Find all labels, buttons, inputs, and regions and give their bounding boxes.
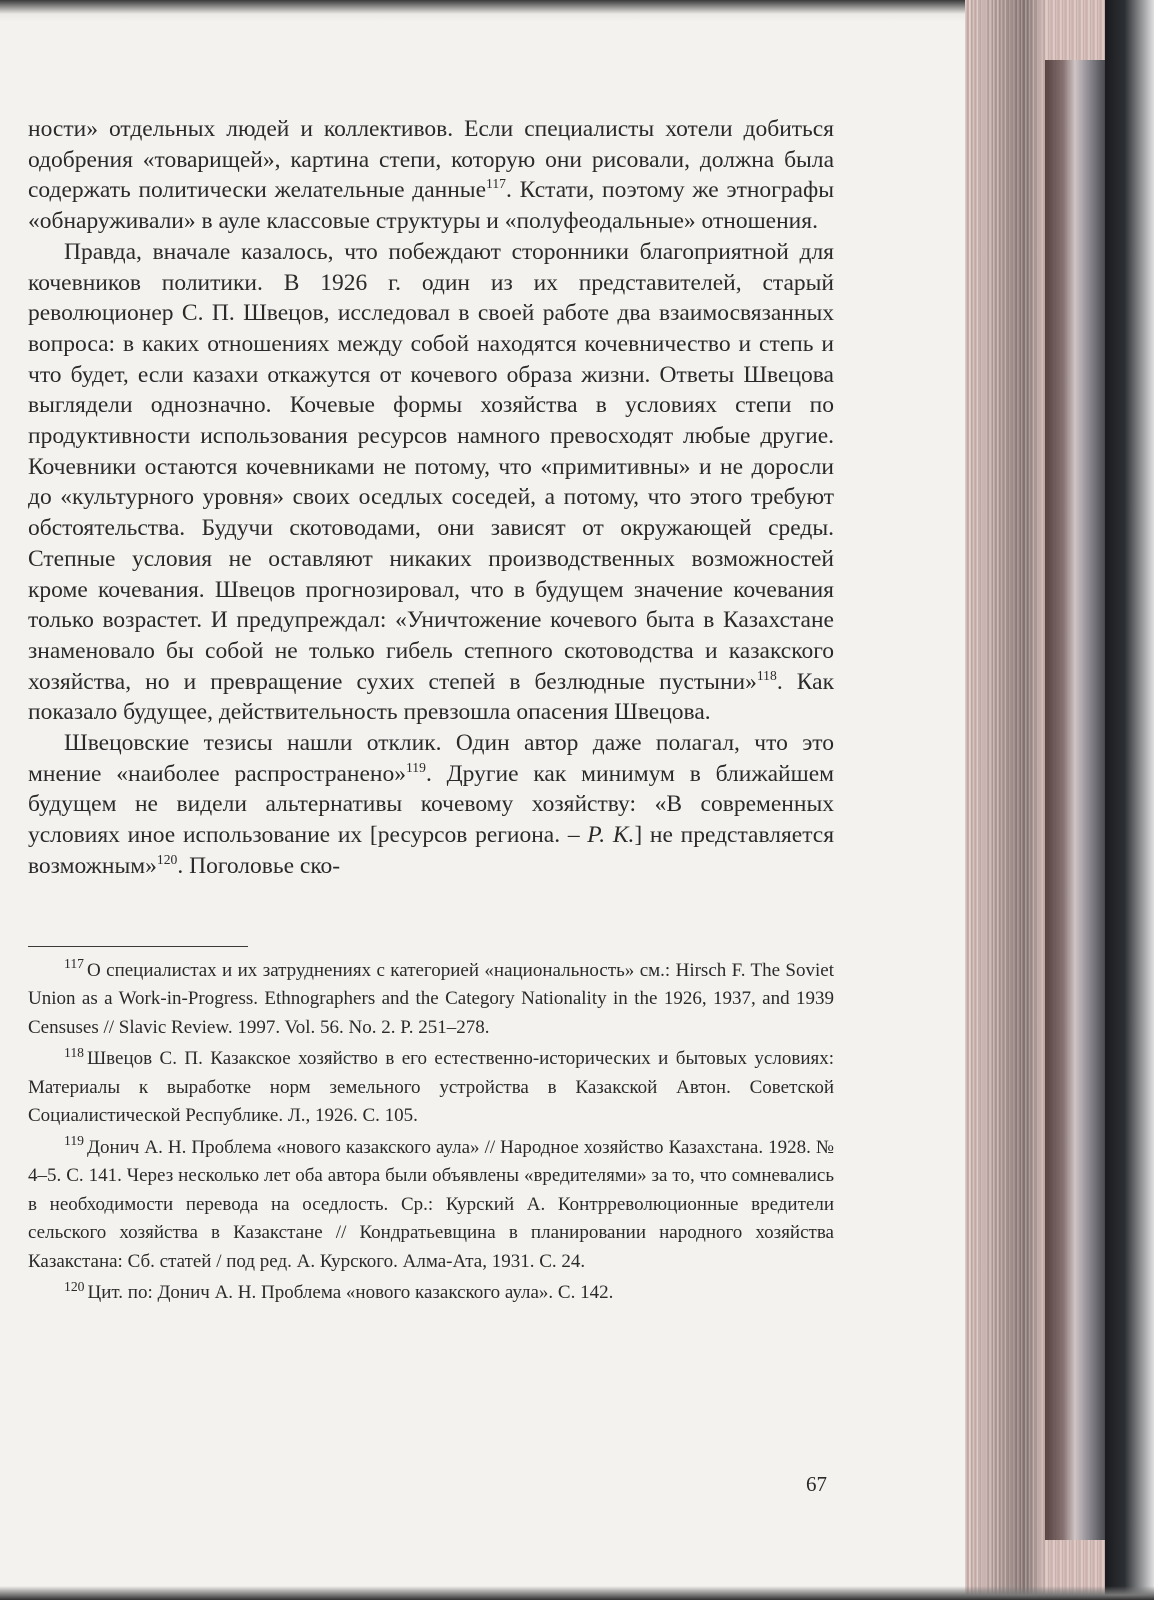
book-block-edge bbox=[1045, 60, 1105, 1540]
book-page-edges bbox=[965, 0, 1154, 1600]
footnote-ref-117[interactable]: 117 bbox=[486, 176, 506, 192]
footnote-ref-120[interactable]: 120 bbox=[156, 852, 178, 868]
footnote-119: $^{119}$ Донич А. Н. Проблема «нового казакского аула» // Народное хозяйство Казахстана. 1928. № 4–5. С. 141. Через несколько лет оба автора были объявлены «вредителями» за то, что сомневались в необходимости перевода на оседлость. Ср.: Курский А. Контрреволюционные вредители сельского хозяйства в Казакстане // Кондратьевщина в планировании народного хозяйства Казакстана: Сб. статей / под ред. А. Курского. Алма-Ата, 1931. С. 24. bbox=[28, 1133, 834, 1272]
page-bottom-shadow bbox=[0, 1586, 1154, 1600]
page-number: 67 bbox=[806, 1472, 827, 1496]
footnote-separator bbox=[28, 946, 248, 947]
body-text bbox=[28, 114, 834, 882]
paragraph-1: ности» отдельных людей и коллективов. Если специалисты хотели добиться одобрения «товарищей», картина степи, которую они рисовали, должна была содержать политически желательные данные$^{117}$. Кстати, поэтому же этнографы «обнаруживали» в ауле классовые структуры и «полуфеодальные» отношения. bbox=[28, 116, 835, 235]
footnote-117: $^{117}$ О специалистах и их затруднениях с категорией «национальность» см.: Hirsch F. The Soviet Union as a Work-in-Progress. Ethnographers and the Category Nationality in the 1926, 1937, and 1939 Censuses // Slavic Review. 1997. Vol. 56. No. 2. P. 251–278. bbox=[28, 956, 834, 1038]
book-cover-edge bbox=[1105, 0, 1154, 1600]
footnote-ref-119[interactable]: 119 bbox=[406, 759, 426, 775]
footnote-120: $^{120}$ Цит. по: Донич А. Н. Проблема «нового казакского аула». С. 142. bbox=[64, 1278, 614, 1304]
page-content bbox=[28, 114, 834, 1308]
paragraph-3: Швецовские тезисы нашли отклик. Один автор даже полагал, что это мнение «наиболее распространено»$^{119}$. Другие как минимум в ближайшем будущем не видели альтернативы кочевому хозяйству: «В современных условиях иное использование их [ресурсов региона. – Р. К.] не представляется возможным»$^{120}$. Поголовье ско- bbox=[28, 730, 835, 879]
fore-edge bbox=[965, 0, 1047, 1600]
footnote-ref-118[interactable]: 118 bbox=[756, 667, 777, 683]
paragraph-2: Правда, вначале казалось, что побеждают сторонники благоприятной для кочевников политики. В 1926 г. один из их представителей, старый революционер С. П. Швецов, исследовал в своей работе два взаимосвязанных вопроса: в каких отношениях между собой находятся кочевничество и степь и что будет, если казахи откажутся от кочевого образа жизни. Ответы Швецова выглядели однозначно. Кочевые формы хозяйства в условиях степи по продуктивности использования ресурсов намного превосходят любые другие. Кочевники остаются кочевниками не потому, что «примитивны» и не доросли до «культурного уровня» своих оседлых соседей, а потому, что этого требуют обстоятельства. Будучи скотоводами, они зависят от окружающей среды. Степные условия не оставляют никаких производственных возможностей кроме кочевания. Швецов прогнозировал, что в будущем значение кочевания только возрастет. И предупреждал: «Уничтожение кочевого быта в Казахстане знаменовало бы собой не только гибель степного скотоводства и казакского хозяйства, но и превращение сухих степей в безлюдные пустыни»$^{118}$. Как показало будущее, действительность превзошла опасения Швецова. bbox=[28, 238, 834, 726]
author-initials: Р. К. bbox=[587, 822, 635, 849]
page-top-shadow bbox=[0, 0, 980, 22]
footnotes bbox=[28, 957, 834, 1308]
footnote-118: $^{118}$ Швецов С. П. Казакское хозяйство в его естественно-исторических и бытовых условиях: Материалы к выработке норм земельного устройства в Казакской Автон. Советской Социалистической Республике. Л., 1926. С. 105. bbox=[28, 1044, 834, 1127]
